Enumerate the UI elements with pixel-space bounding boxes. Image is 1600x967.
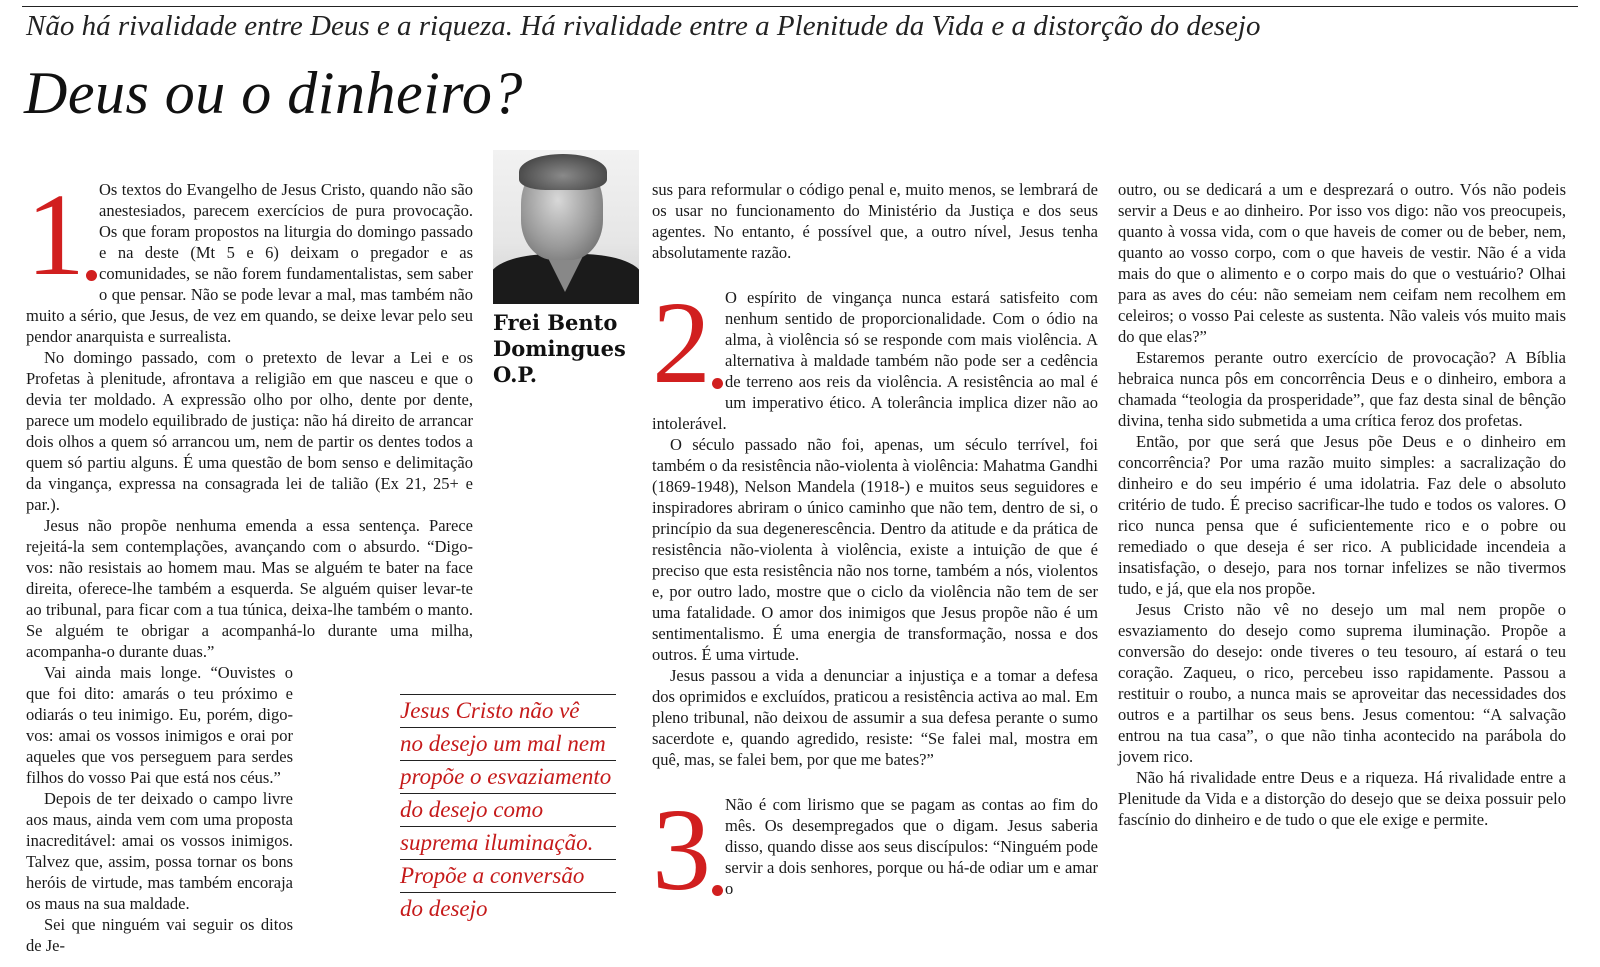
kicker: Não há rivalidade entre Deus e a riqueza. Há rivalidade entre a Plenitude da Vida e a distorção do desejo — [26, 10, 1261, 42]
paragraph: Depois de ter deixado o campo livre aos maus, ainda vem com uma proposta inacreditável: amai os vossos inimigos. Talvez que, assim, possa tornar os bons heróis de virtude, mas também encoraja os maus na sua maldade. — [26, 789, 293, 913]
paragraph: Vai ainda mais longe. “Ouvistes o que foi dito: amarás o teu próximo e odiarás o teu inimigo. Eu, porém, digo-vos: amai os vossos inimigos e orai por aqueles que vos perseguem para serdes filhos do vosso Pai que está nos céus.” — [26, 663, 293, 787]
pull-quote-line: do desejo como — [400, 794, 616, 827]
top-rule — [22, 6, 1578, 7]
paragraph: No domingo passado, com o pretexto de levar a Lei e os Profetas à plenitude, afrontava a religião em que nasceu e que o devia ter moldado. A expressão olho por olho, dente por dente, parece um modelo equilibrado de justiça: não há direito de arrancar dois olhos a quem só arrancou um, nem de partir os dentes todos a quem só partiu alguns. É uma questão de bom senso e delimitação da vingança, expressa na consagrada lei de talião (Ex 21, 25+ e par.). — [26, 348, 473, 514]
pull-quote — [400, 694, 616, 925]
pull-quote-line: do desejo — [400, 896, 488, 921]
paragraph: Jesus Cristo não vê no desejo um mal nem propõe o esvaziamento do desejo como suprema iluminação. Propõe a conversão do desejo: onde tiveres o teu tesouro, aí estará o teu coração. Zaqueu, o rico, percebeu isso rapidamente. Passou a restituir o roubo, a nunca mais se aproveitar das necessidades dos outros e a partilhar os seus bens. Jesus comentou: “A salvação entrou na tua casa”, o que não tinha acontecido na parábola do jovem rico. — [1118, 600, 1566, 766]
section-dot — [712, 378, 723, 389]
paragraph: Jesus não propõe nenhuma emenda a essa sentença. Parece rejeitá-la sem contemplações, avançando com o absurdo. “Digo-vos: não resistais ao homem mau. Mas se alguém te bater na face direita, oferece-lhe também a esquerda. Se alguém quiser levar-te ao tribunal, para ficar com a tua túnica, deixa-lhe também o manto. Se alguém te obrigar a acompanhá-lo durante uma milha, acompanha-o durante duas.” — [26, 516, 473, 661]
section-dot — [712, 885, 723, 896]
pull-quote-line: no desejo um mal nem — [400, 728, 616, 761]
paragraph: Estaremos perante outro exercício de provocação? A Bíblia hebraica nunca pôs em concorrência Deus e o dinheiro, embora a chamada “teologia da prosperidade”, que faz desta sinal de bênção divina, tenha sido submetida a uma crítica feroz dos profetas. — [1118, 348, 1566, 430]
pull-quote-line: Jesus Cristo não vê — [400, 695, 616, 728]
paragraph: outro, ou se dedicará a um e desprezará o outro. Vós não podeis servir a Deus e ao dinheiro. Por isso vos digo: não vos preocupeis, quanto à vossa vida, com o que haveis de comer ou de beber, nem, quanto ao vosso corpo, com o que haveis de vestir. Não é a vida mais do que o alimento e o corpo mais do que o vestuário? Olhai para as aves do céu: não semeiam nem ceifam nem recolhem em celeiros; o vosso Pai celeste as sustenta. Não valeis vós muito mais do que elas?” — [1118, 180, 1566, 346]
column-3 — [1118, 179, 1566, 939]
pull-quote-line: Propõe a conversão — [400, 860, 616, 893]
section-number-1: 1 — [26, 185, 85, 285]
headline: Deus ou o dinheiro? — [24, 60, 523, 126]
paragraph: Não é com lirismo que se pagam as contas ao fim do mês. Os desempregados que o digam. Jesus saberia disso, quando disse aos seus discípulos: “Ninguém pode servir a dois senhores, porque ou há-de odiar um e amar o — [725, 795, 1098, 898]
paragraph: sus para reformular o código penal e, muito menos, se lembrará de os usar no funcionamento do Ministério da Justiça e dos seus agentes. No entanto, é possível que, a outro nível, Jesus tenha absolutamente razão. — [652, 180, 1098, 262]
paragraph: Sei que ninguém vai seguir os ditos de Je- — [26, 915, 293, 955]
author-name: Frei Bento Domingues O.P. — [493, 310, 626, 387]
author-photo — [493, 150, 639, 304]
pull-quote-line: suprema iluminação. — [400, 827, 616, 860]
paragraph: Então, por que será que Jesus põe Deus e o dinheiro em concorrência? Por uma razão muito simples: a sacralização do dinheiro e do seu império é uma idolatria. Faz dele o absoluto critério de tudo. É preciso sacrificar-lhe tudo e todos os valores. O rico nunca pensa que é suficientemente rico e o pobre ou remediado o que deseja é ser rico. A publicidade incendeia a insatisfação, o desejo, para nos tornar infelizes se não tivermos tudo, e já, que ela nos propõe. — [1118, 432, 1566, 598]
section-dot — [86, 270, 97, 281]
paragraph: Não há rivalidade entre Deus e a riqueza. Há rivalidade entre a Plenitude da Vida e a distorção do desejo que se deixa possuir pelo fascínio do dinheiro e de tudo o que ele exige e permite. — [1118, 768, 1566, 829]
pull-quote-line: propõe o esvaziamento — [400, 761, 616, 794]
column-2 — [652, 179, 1098, 939]
section-number-2: 2 — [652, 293, 711, 393]
paragraph: Jesus passou a vida a denunciar a injustiça e a tomar a defesa dos oprimidos e excluídos, praticou a resistência activa ao mal. Em pleno tribunal, não deixou de assumir a sua defesa perante o sumo sacerdote e, quando agredido, resiste: “Se falei mal, mostra em quê, mas, se falei bem, por que me bates?” — [652, 666, 1098, 769]
section-number-3: 3 — [652, 800, 711, 900]
author-box — [493, 150, 639, 388]
paragraph: O século passado não foi, apenas, um século terrível, foi também o da resistência não-violenta à violência: Mahatma Gandhi (1869-1948), Nelson Mandela (1918-) e muitos seus seguidores e inspiradores abriram o único caminho que não tem, dentro de si, o princípio da sua degenerescência. Dentro da atitude e da prática de resistência não-violenta à violência, existe a intuição de que é preciso que esta resistência não nos torne, também a nós, violentos e, por outro lado, mostre que o ciclo da violência não tem de ser uma fatalidade. O amor dos inimigos que Jesus propõe não é um sentimentalismo. É uma energia de transformação, nossa e dos outros. É uma virtude. — [652, 435, 1098, 664]
paragraph: O espírito de vingança nunca estará satisfeito com nenhum sentido de proporcionalidade. Com o ódio na alma, à violência só se responde com mais violência. A alternativa à maldade também não pode ser a cedência de terreno aos reis da violência. A resistência ao mal é um imperativo ético. A tolerância implica dizer não ao intolerável. — [652, 288, 1098, 433]
paragraph: Os textos do Evangelho de Jesus Cristo, quando não são anestesiados, parecem exercícios de pura provocação. Os que foram propostos na liturgia do domingo passado e na deste (Mt 5 e 6) deixam o pregador e as comunidades, se não forem fundamentalistas, sem saber o que pensar. Não se pode levar a mal, mas também não muito a sério, que Jesus, de vez em quando, se deixe levar pelo seu pendor anarquista e surrealista. — [26, 180, 473, 346]
